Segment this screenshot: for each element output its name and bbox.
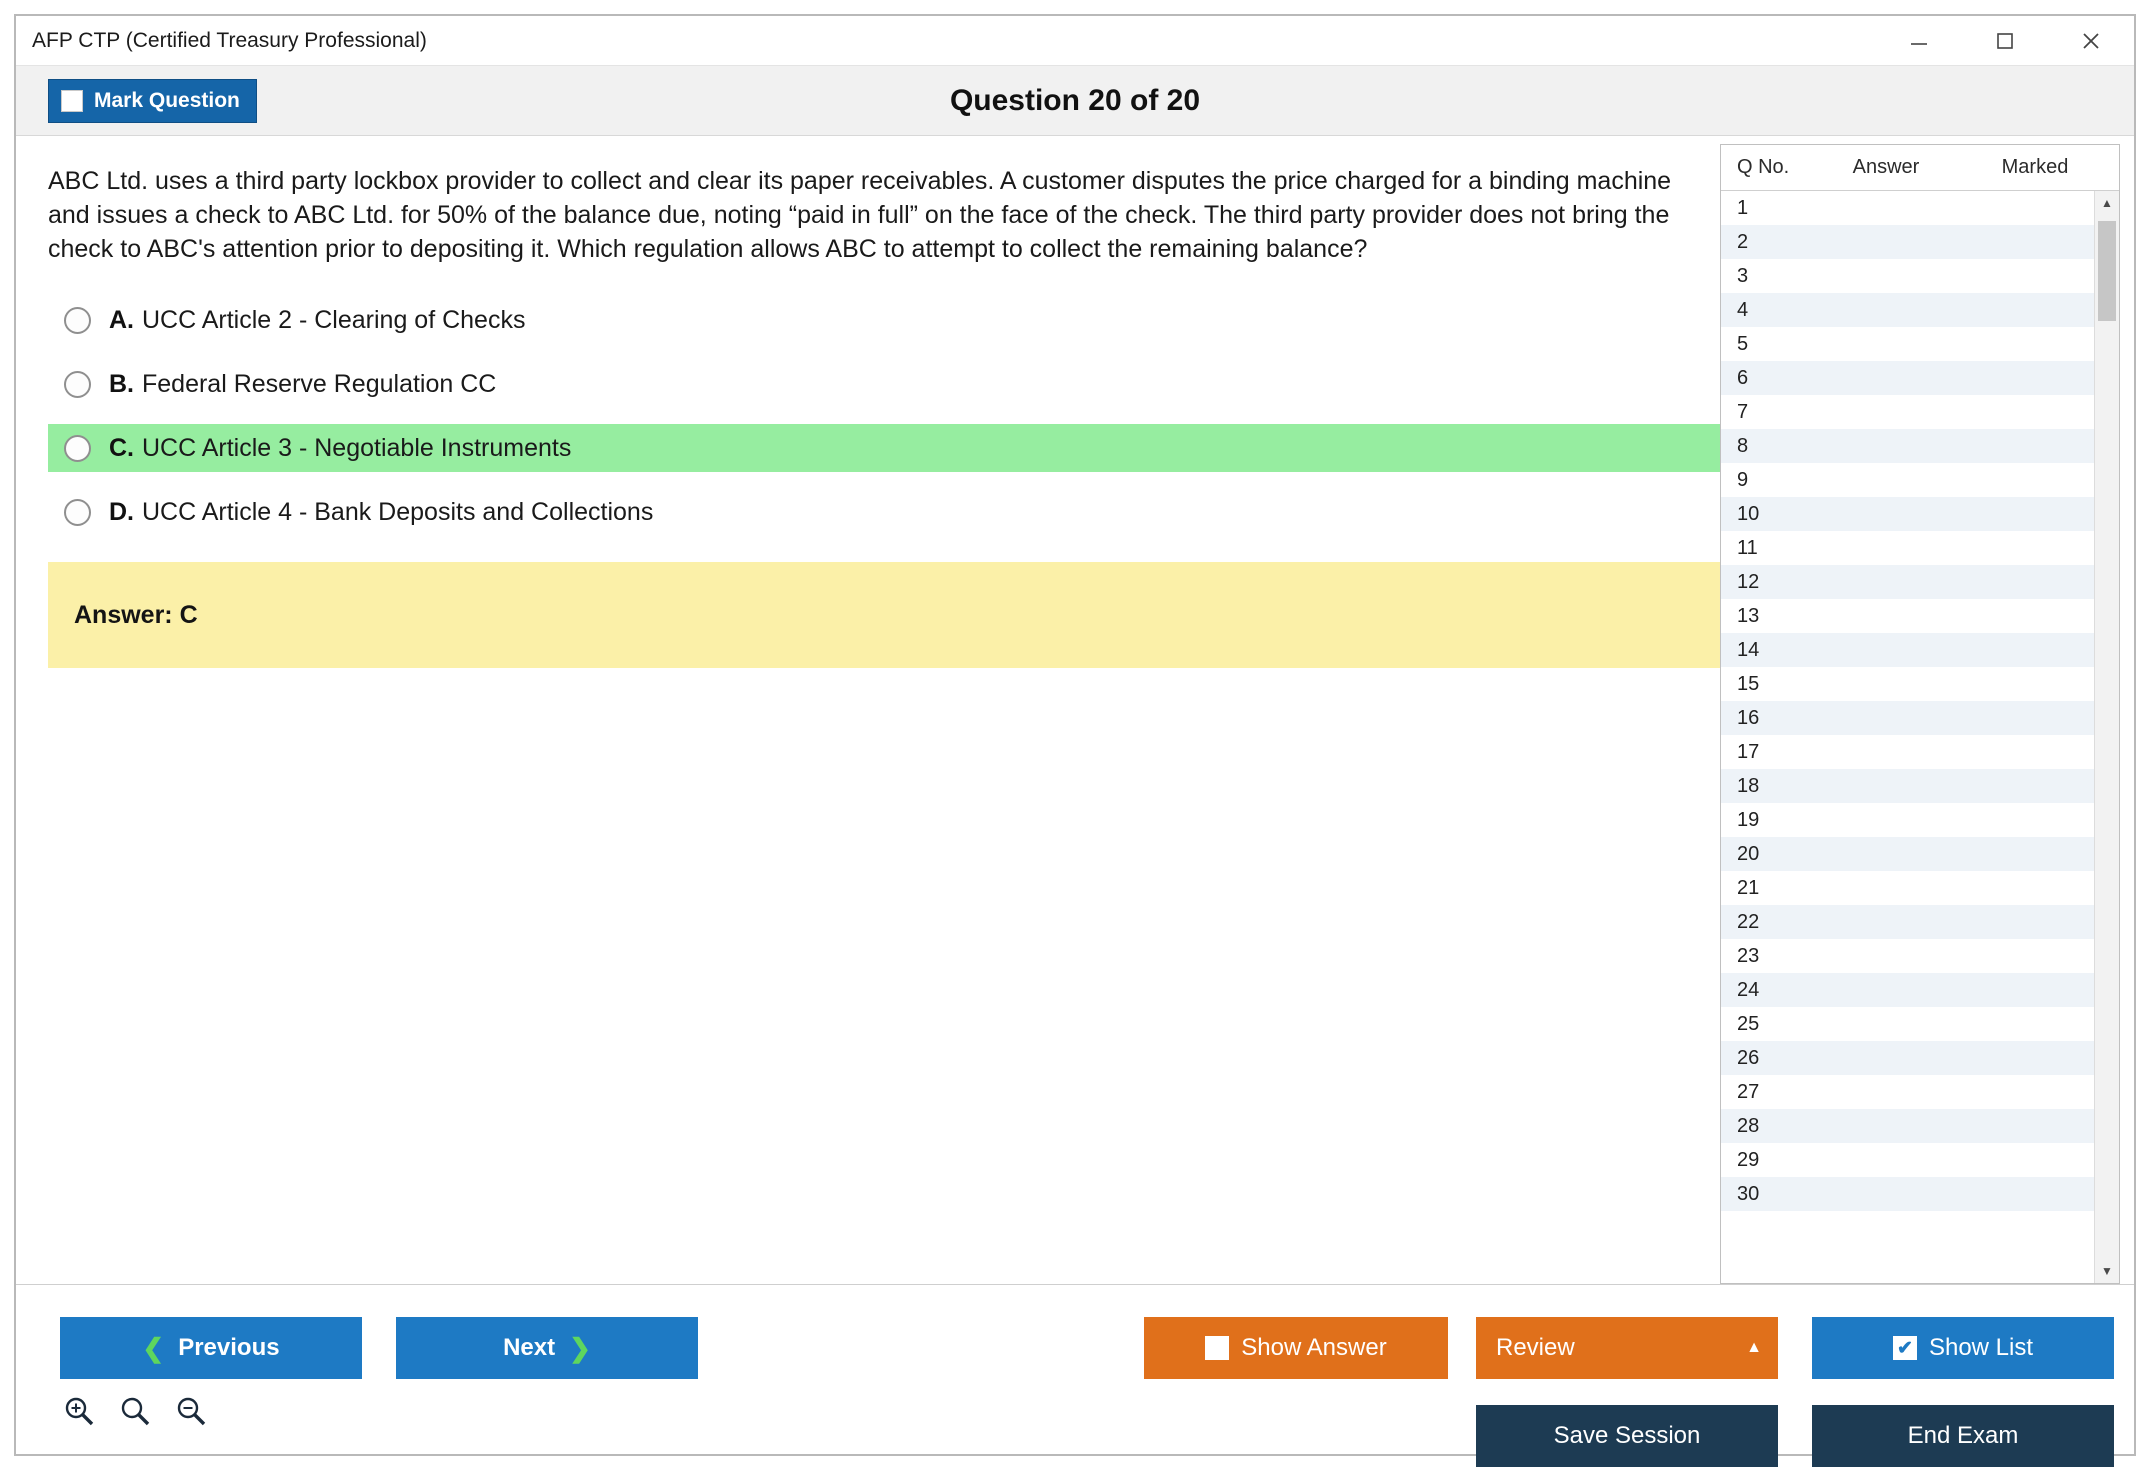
question-list-row[interactable] (1721, 395, 2094, 429)
question-number: 2 (1737, 230, 1749, 253)
end-exam-button[interactable] (1812, 1405, 2114, 1467)
option-letter: A. (109, 305, 134, 334)
column-answer: Answer (1852, 156, 1920, 178)
question-number: 21 (1737, 876, 1760, 899)
option-text: Federal Reserve Regulation CC (142, 369, 497, 398)
question-list-row[interactable] (1721, 1177, 2094, 1211)
answer-reveal-box (48, 562, 1720, 668)
option-text: UCC Article 3 - Negotiable Instruments (142, 433, 572, 462)
option-a[interactable] (48, 296, 1720, 344)
question-list-row[interactable] (1721, 497, 2094, 531)
question-number: 24 (1737, 978, 1760, 1001)
option-letter: B. (109, 369, 134, 398)
question-number: 8 (1737, 434, 1749, 457)
question-list-row[interactable] (1721, 735, 2094, 769)
question-list-row[interactable] (1721, 1143, 2094, 1177)
question-number: 11 (1737, 536, 1758, 559)
option-letter: D. (109, 497, 134, 526)
question-list-row[interactable] (1721, 803, 2094, 837)
option-c[interactable] (48, 424, 1720, 472)
question-list-row[interactable] (1721, 565, 2094, 599)
question-list-row[interactable] (1721, 463, 2094, 497)
question-list-row[interactable] (1721, 259, 2094, 293)
maximize-icon[interactable] (1962, 17, 2048, 65)
minimize-icon[interactable] (1876, 17, 1962, 65)
option-b[interactable] (48, 360, 1720, 408)
question-list-row[interactable] (1721, 939, 2094, 973)
option-d[interactable] (48, 488, 1720, 536)
chevron-left-icon: ❮ (142, 1332, 165, 1363)
question-number: 26 (1737, 1046, 1760, 1069)
scrollbar-track[interactable] (2095, 215, 2119, 1259)
question-number: 27 (1737, 1080, 1760, 1103)
chevron-up-icon: ▲ (1746, 1339, 1762, 1356)
question-list-row[interactable] (1721, 599, 2094, 633)
question-list-row[interactable] (1721, 905, 2094, 939)
question-number: 6 (1737, 366, 1749, 389)
question-panel (16, 136, 1720, 1284)
question-list-row[interactable] (1721, 191, 2094, 225)
question-list-row[interactable] (1721, 225, 2094, 259)
question-number: 5 (1737, 332, 1749, 355)
question-number: 29 (1737, 1148, 1760, 1171)
mark-question-label: Mark Question (94, 88, 240, 112)
window-title: AFP CTP (Certified Treasury Professional) (32, 28, 427, 52)
end-exam-label: End Exam (1907, 1422, 2019, 1449)
question-number: 7 (1737, 400, 1749, 423)
title-bar (16, 16, 2134, 66)
option-text: UCC Article 2 - Clearing of Checks (142, 305, 526, 334)
save-session-button[interactable] (1476, 1405, 1778, 1467)
radio-icon[interactable] (64, 435, 91, 462)
exam-body (16, 136, 2134, 1284)
question-number: 28 (1737, 1114, 1760, 1137)
save-session-label: Save Session (1553, 1422, 1701, 1449)
radio-icon[interactable] (64, 499, 91, 526)
question-list-panel (1720, 144, 2120, 1284)
zoom-out-icon[interactable] (174, 1394, 208, 1428)
question-list-row[interactable] (1721, 293, 2094, 327)
question-list-row[interactable] (1721, 973, 2094, 1007)
question-list-row[interactable] (1721, 871, 2094, 905)
question-number: 22 (1737, 910, 1760, 933)
answer-label: Answer: C (74, 600, 198, 629)
exam-header (16, 66, 2134, 136)
question-list-row[interactable] (1721, 531, 2094, 565)
question-list-row[interactable] (1721, 1075, 2094, 1109)
question-list-row[interactable] (1721, 327, 2094, 361)
question-number: 14 (1737, 638, 1760, 661)
show-list-button[interactable] (1812, 1317, 2114, 1379)
next-label: Next (503, 1334, 556, 1361)
answer-options (48, 296, 1690, 536)
zoom-search-icon[interactable] (118, 1394, 152, 1428)
question-number: 19 (1737, 808, 1760, 831)
show-list-checkbox[interactable]: ✔ (1893, 1336, 1917, 1360)
option-text: UCC Article 4 - Bank Deposits and Collections (142, 497, 654, 526)
review-dropdown[interactable] (1476, 1317, 1778, 1379)
question-number: 4 (1737, 298, 1749, 321)
question-list-row[interactable] (1721, 1109, 2094, 1143)
option-letter: C. (109, 433, 134, 462)
question-list-row[interactable] (1721, 1007, 2094, 1041)
question-number: 12 (1737, 570, 1760, 593)
column-q-no: Q No. (1737, 156, 1790, 178)
zoom-in-icon[interactable] (62, 1394, 96, 1428)
zoom-controls (62, 1394, 208, 1428)
show-answer-label: Show Answer (1241, 1334, 1387, 1361)
question-number: 10 (1737, 502, 1760, 525)
page-title: Question 20 of 20 (949, 83, 1201, 117)
question-list-row[interactable] (1721, 769, 2094, 803)
question-list-row[interactable] (1721, 667, 2094, 701)
previous-label: Previous (178, 1334, 280, 1361)
chevron-right-icon: ❯ (569, 1332, 591, 1363)
question-number: 18 (1737, 774, 1760, 797)
mark-question-checkbox[interactable] (61, 90, 83, 112)
exam-footer (16, 1284, 2134, 1454)
radio-icon[interactable] (64, 307, 91, 334)
question-list-row[interactable] (1721, 837, 2094, 871)
column-marked: Marked (2001, 156, 2069, 178)
question-number: 23 (1737, 944, 1760, 967)
question-list-body (1721, 191, 2119, 1283)
question-number: 13 (1737, 604, 1760, 627)
question-list-header (1721, 145, 2119, 191)
question-number: 20 (1737, 842, 1760, 865)
scroll-down-icon[interactable]: ▼ (2101, 1264, 2113, 1278)
question-number: 25 (1737, 1012, 1760, 1035)
question-number: 3 (1737, 264, 1749, 287)
question-number: 15 (1737, 672, 1760, 695)
question-list-row[interactable] (1721, 633, 2094, 667)
next-button[interactable] (396, 1317, 698, 1379)
show-answer-checkbox[interactable] (1205, 1336, 1229, 1360)
exam-window (14, 14, 2136, 1456)
show-list-label: Show List (1928, 1334, 2034, 1361)
question-number: 9 (1737, 468, 1749, 491)
close-icon[interactable] (2048, 17, 2134, 65)
question-list-row[interactable] (1721, 361, 2094, 395)
radio-icon[interactable] (64, 371, 91, 398)
question-number: 30 (1737, 1182, 1760, 1205)
question-list-row[interactable] (1721, 701, 2094, 735)
scrollbar-thumb[interactable] (2098, 221, 2116, 321)
scroll-up-icon[interactable]: ▲ (2101, 196, 2113, 210)
question-list-scrollbar[interactable] (2094, 191, 2119, 1283)
question-list-rows[interactable] (1721, 191, 2094, 1283)
question-list-row[interactable] (1721, 1041, 2094, 1075)
question-number: 17 (1737, 740, 1760, 763)
question-list-row[interactable] (1721, 429, 2094, 463)
show-answer-button[interactable] (1144, 1317, 1448, 1379)
mark-question-button[interactable] (48, 79, 257, 123)
question-number: 16 (1737, 706, 1760, 729)
previous-button[interactable] (60, 1317, 362, 1379)
question-text: ABC Ltd. uses a third party lockbox provider to collect and clear its paper receivables. A customer disputes the price charged for a binding machine and issues a check to ABC Ltd. for 50% of the balance due, noting “paid in full” on the face of the check. The third party provider does not bring the check to ABC's attention prior to depositing it. Which regulation allows ABC to attempt to collect the remaining balance? (48, 167, 1672, 263)
question-number: 1 (1737, 196, 1749, 219)
review-label: Review (1496, 1334, 1575, 1361)
